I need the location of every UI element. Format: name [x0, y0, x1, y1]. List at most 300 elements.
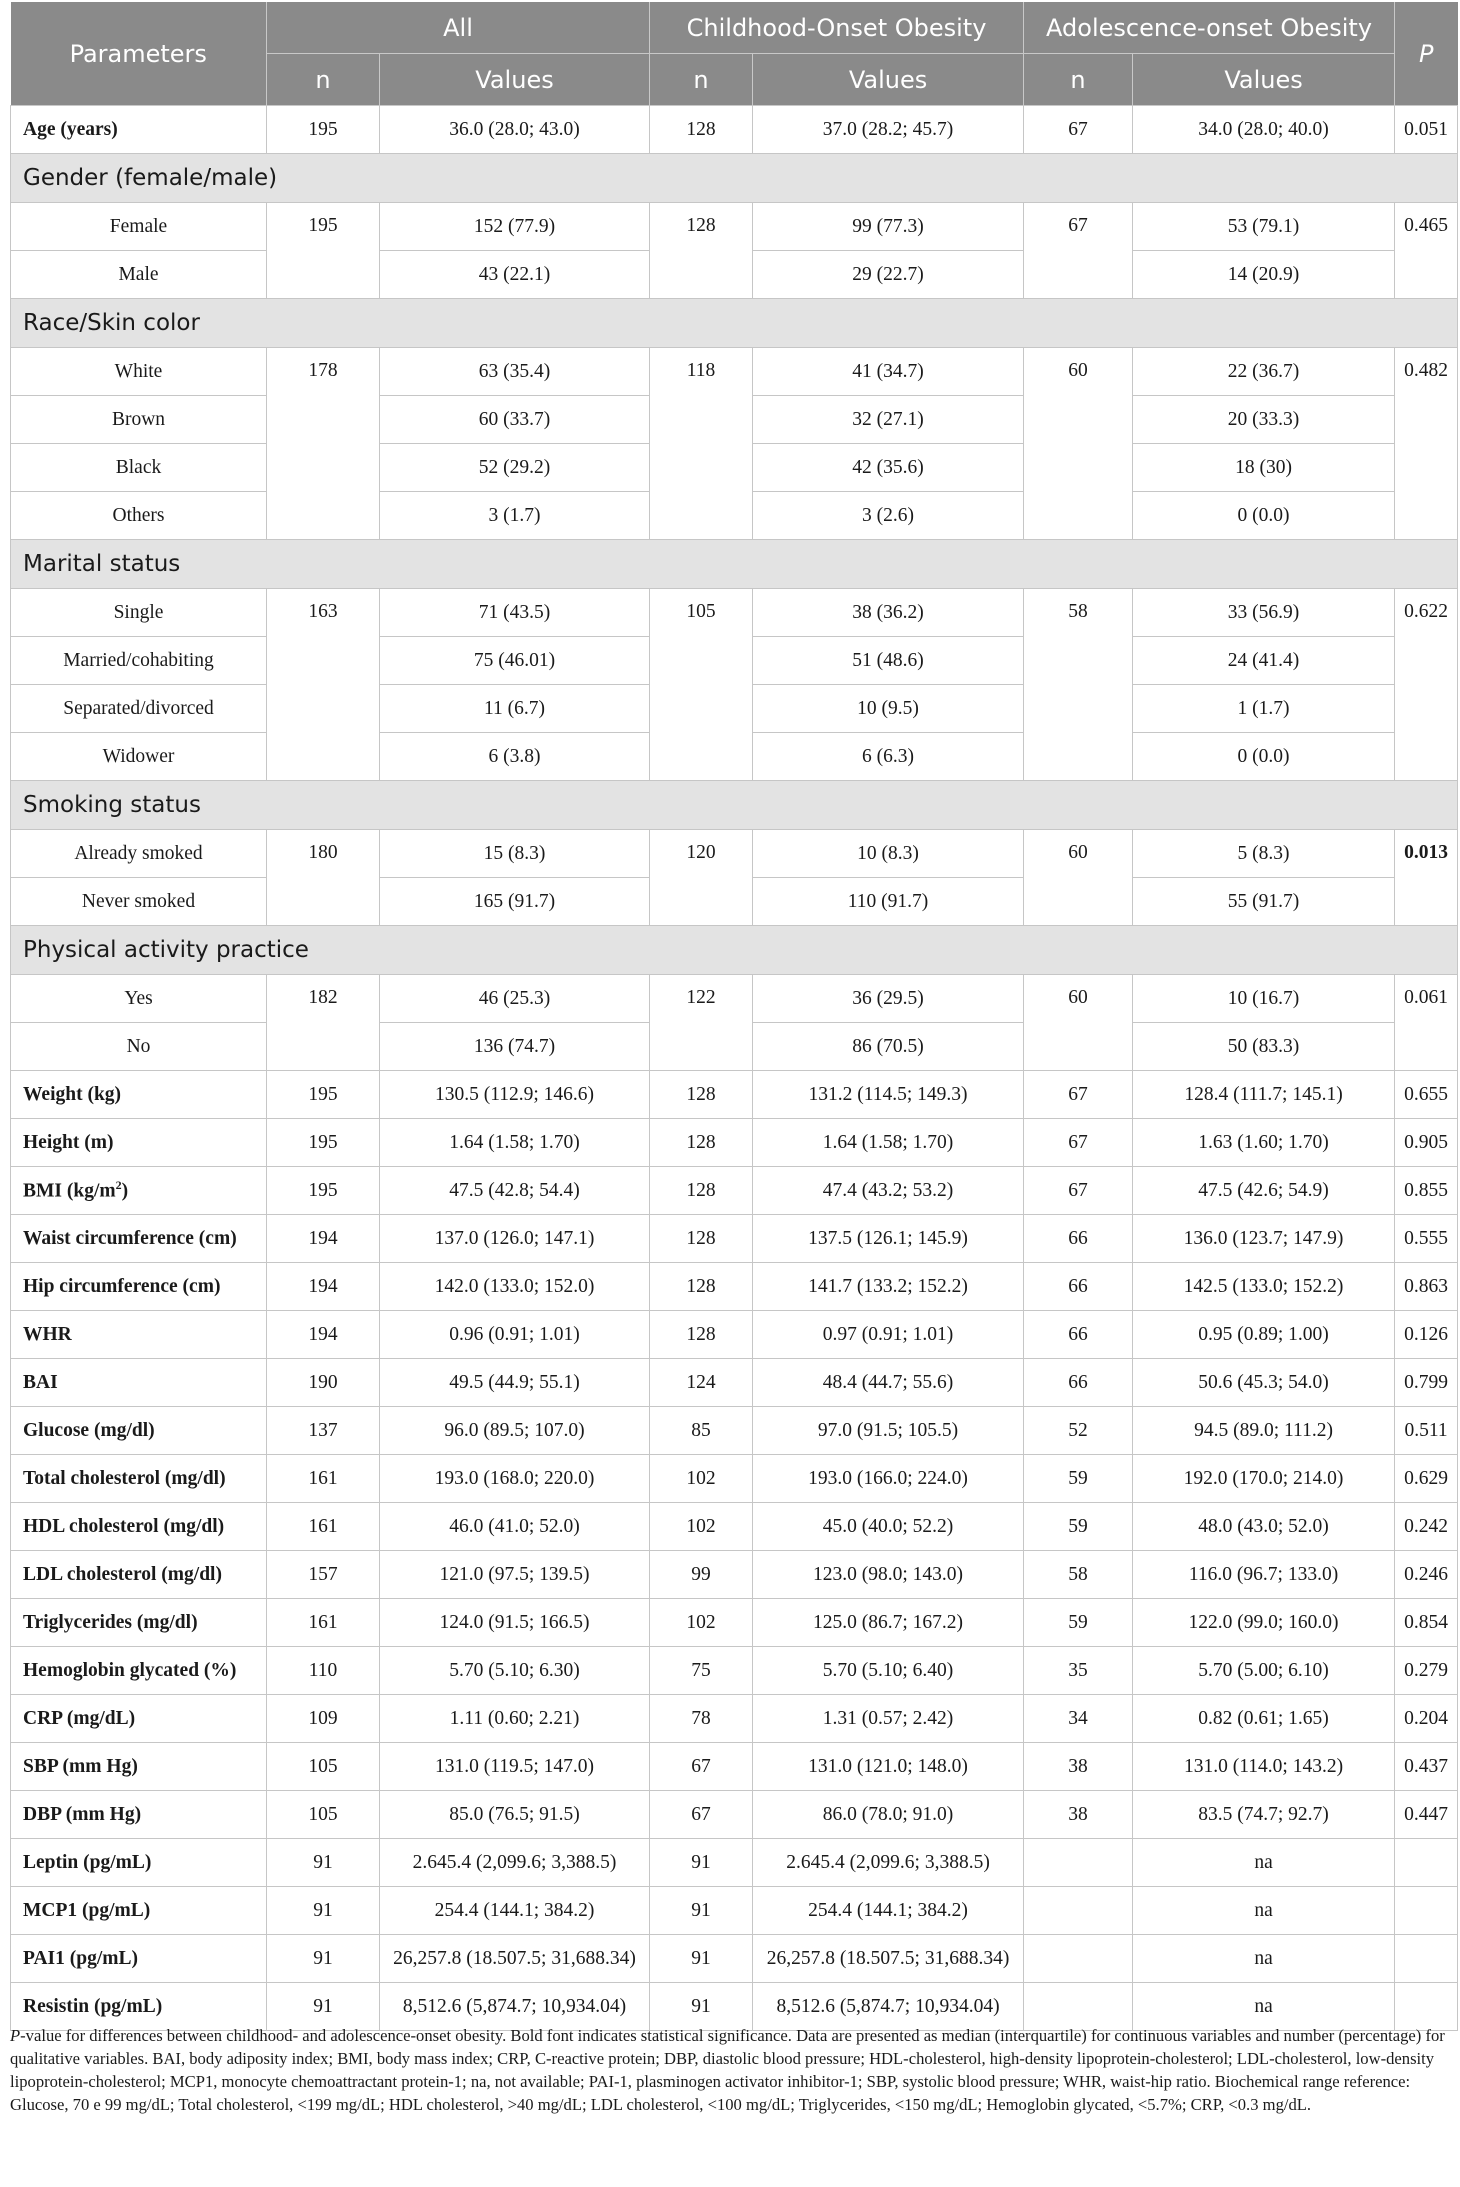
cell-values-all: 8,512.6 (5,874.7; 10,934.04)	[380, 1983, 650, 2031]
cell-n-all: 195	[267, 1071, 380, 1119]
cell-n-childhood: 120	[650, 830, 753, 926]
cell-n-childhood: 128	[650, 1119, 753, 1167]
cell-p-value: 0.204	[1395, 1695, 1458, 1743]
section-title: Gender (female/male)	[11, 154, 1458, 203]
cell-n-all: 105	[267, 1791, 380, 1839]
cell-n-childhood: 78	[650, 1695, 753, 1743]
cell-values-adolescence: 192.0 (170.0; 214.0)	[1133, 1455, 1395, 1503]
cell-p-value: 0.555	[1395, 1215, 1458, 1263]
footnote-text: -value for differences between childhood- and adolescence-onset obesity. Bold font indicates statistical significance. Data are presented as median (interquartile) for continuous variables and number (percentage) for qualitative variables. BAI, body adiposity index; BMI, body mass index; CRP, C-reactive protein; DBP, diastolic blood pressure; HDL-cholesterol, high-density lipoprotein-cholesterol; LDL-cholesterol, low-density lipoprotein-cholesterol; MCP1, monocyte chemoattractant protein-1; na, not available; PAI-1, plasminogen activator inhibitor-1; SBP, systolic blood pressure; WHR, waist-hip ratio. Biochemical range reference: Glucose, 70 e 99 mg/dL; Total cholesterol, <199 mg/dL; HDL cholesterol, >40 mg/dL; LDL cholesterol, <100 mg/dL; Triglycerides, <150 mg/dL; Hemoglobin glycated, <5.7%; CRP, <0.3 mg/dL.	[10, 2026, 1445, 2114]
cell-values-all: 193.0 (168.0; 220.0)	[380, 1455, 650, 1503]
footnote-p-italic: P	[10, 2026, 21, 2045]
row-label: Never smoked	[11, 878, 267, 926]
cell-values-childhood: 36 (29.5)	[753, 975, 1024, 1023]
row-label	[11, 1935, 267, 1983]
cell-values-adolescence: 0.95 (0.89; 1.00)	[1133, 1311, 1395, 1359]
cell-values-childhood: 131.2 (114.5; 149.3)	[753, 1071, 1024, 1119]
cell-values-adolescence: 50 (83.3)	[1133, 1023, 1395, 1071]
cell-p-value: 0.465	[1395, 203, 1458, 299]
row-label-text: PAI1 (pg/mL)	[23, 1947, 139, 1969]
cell-n-all: 161	[267, 1503, 380, 1551]
cell-values-adolescence: 131.0 (114.0; 143.2)	[1133, 1743, 1395, 1791]
row-label	[11, 1743, 267, 1791]
cell-values-all: 60 (33.7)	[380, 396, 650, 444]
cell-values-childhood: 10 (8.3)	[753, 830, 1024, 878]
cell-n-childhood: 128	[650, 1311, 753, 1359]
row-label: Brown	[11, 396, 267, 444]
cell-values-adolescence: 55 (91.7)	[1133, 878, 1395, 926]
table-row	[11, 1119, 1458, 1167]
cell-values-childhood: 193.0 (166.0; 224.0)	[753, 1455, 1024, 1503]
cell-n-adolescence: 67	[1024, 1167, 1133, 1215]
row-label: Yes	[11, 975, 267, 1023]
cell-n-all: 195	[267, 1167, 380, 1215]
cell-values-adolescence: 47.5 (42.6; 54.9)	[1133, 1167, 1395, 1215]
row-label: Widower	[11, 733, 267, 781]
cell-values-childhood: 5.70 (5.10; 6.40)	[753, 1647, 1024, 1695]
row-label-text: Triglycerides (mg/dl)	[23, 1611, 198, 1633]
cell-values-childhood: 10 (9.5)	[753, 685, 1024, 733]
row-label-text: BMI (kg/m	[23, 1180, 116, 1202]
section-title: Race/Skin color	[11, 299, 1458, 348]
row-label-text: Hip circumference (cm)	[23, 1275, 221, 1297]
cell-n-childhood: 67	[650, 1791, 753, 1839]
cell-values-childhood: 6 (6.3)	[753, 733, 1024, 781]
row-label: Black	[11, 444, 267, 492]
table-row	[11, 1455, 1458, 1503]
section-title: Marital status	[11, 540, 1458, 589]
row-label: Male	[11, 251, 267, 299]
cell-p-value: 0.013	[1395, 830, 1458, 926]
row-label	[11, 1311, 267, 1359]
cell-values-all: 121.0 (97.5; 139.5)	[380, 1551, 650, 1599]
cell-values-childhood: 137.5 (126.1; 145.9)	[753, 1215, 1024, 1263]
cell-n-all: 180	[267, 830, 380, 926]
cell-values-all: 52 (29.2)	[380, 444, 650, 492]
cell-values-childhood: 47.4 (43.2; 53.2)	[753, 1167, 1024, 1215]
header-adolescence-onset: Adolescence-onset Obesity	[1024, 2, 1395, 54]
cell-values-all: 165 (91.7)	[380, 878, 650, 926]
row-label: Married/cohabiting	[11, 637, 267, 685]
cell-values-all: 124.0 (91.5; 166.5)	[380, 1599, 650, 1647]
cell-values-childhood: 125.0 (86.7; 167.2)	[753, 1599, 1024, 1647]
cell-n-adolescence: 35	[1024, 1647, 1133, 1695]
table-row	[11, 1839, 1458, 1887]
table-row	[11, 589, 1458, 637]
cell-values-adolescence: 53 (79.1)	[1133, 203, 1395, 251]
cell-n-all: 157	[267, 1551, 380, 1599]
row-label: No	[11, 1023, 267, 1071]
cell-p-value: 0.799	[1395, 1359, 1458, 1407]
cell-values-adolescence: 5 (8.3)	[1133, 830, 1395, 878]
row-label-text: Age (years)	[23, 118, 118, 140]
row-label-text: BAI	[23, 1371, 58, 1393]
cell-n-adolescence: 59	[1024, 1503, 1133, 1551]
cell-n-adolescence: 38	[1024, 1791, 1133, 1839]
row-label-text: CRP (mg/dL)	[23, 1707, 136, 1729]
cell-n-adolescence	[1024, 1839, 1133, 1887]
row-label-text: HDL cholesterol (mg/dl)	[23, 1515, 225, 1537]
row-label-text: Height (m)	[23, 1131, 114, 1153]
table-row	[11, 1263, 1458, 1311]
cell-values-all: 254.4 (144.1; 384.2)	[380, 1887, 650, 1935]
cell-p-value	[1395, 1935, 1458, 1983]
cell-n-adolescence: 59	[1024, 1455, 1133, 1503]
cell-values-all: 47.5 (42.8; 54.4)	[380, 1167, 650, 1215]
cell-values-all: 6 (3.8)	[380, 733, 650, 781]
cell-values-childhood: 0.97 (0.91; 1.01)	[753, 1311, 1024, 1359]
cell-n-all: 195	[267, 1119, 380, 1167]
cell-n-childhood: 128	[650, 203, 753, 299]
row-label	[11, 1071, 267, 1119]
section-title: Smoking status	[11, 781, 1458, 830]
table-row	[11, 1503, 1458, 1551]
cell-values-all: 36.0 (28.0; 43.0)	[380, 106, 650, 154]
cell-values-all: 46.0 (41.0; 52.0)	[380, 1503, 650, 1551]
cell-values-adolescence: na	[1133, 1839, 1395, 1887]
cell-values-childhood: 45.0 (40.0; 52.2)	[753, 1503, 1024, 1551]
cell-p-value: 0.622	[1395, 589, 1458, 781]
table-row	[11, 1695, 1458, 1743]
cell-n-adolescence: 66	[1024, 1263, 1133, 1311]
cell-n-childhood: 128	[650, 1167, 753, 1215]
cell-p-value: 0.437	[1395, 1743, 1458, 1791]
row-label: Female	[11, 203, 267, 251]
row-label-text: WHR	[23, 1323, 72, 1345]
table-row	[11, 1791, 1458, 1839]
cell-n-all: 137	[267, 1407, 380, 1455]
header-parameters: Parameters	[11, 2, 267, 106]
cell-values-all: 0.96 (0.91; 1.01)	[380, 1311, 650, 1359]
cell-values-adolescence: na	[1133, 1935, 1395, 1983]
cell-values-all: 96.0 (89.5; 107.0)	[380, 1407, 650, 1455]
row-label	[11, 1839, 267, 1887]
cell-n-all: 91	[267, 1983, 380, 2031]
cell-n-adolescence: 67	[1024, 203, 1133, 299]
cell-values-adolescence: na	[1133, 1887, 1395, 1935]
cell-values-adolescence: 0.82 (0.61; 1.65)	[1133, 1695, 1395, 1743]
cell-values-childhood: 123.0 (98.0; 143.0)	[753, 1551, 1024, 1599]
cell-n-adolescence: 59	[1024, 1599, 1133, 1647]
cell-n-adolescence: 66	[1024, 1215, 1133, 1263]
cell-n-childhood: 91	[650, 1935, 753, 1983]
cell-n-all: 161	[267, 1455, 380, 1503]
cell-n-childhood: 105	[650, 589, 753, 781]
cell-p-value: 0.655	[1395, 1071, 1458, 1119]
cell-n-childhood: 102	[650, 1599, 753, 1647]
cell-n-childhood: 85	[650, 1407, 753, 1455]
cell-values-adolescence: 142.5 (133.0; 152.2)	[1133, 1263, 1395, 1311]
cell-values-adolescence: 22 (36.7)	[1133, 348, 1395, 396]
row-label-text: Weight (kg)	[23, 1083, 122, 1105]
row-label	[11, 1503, 267, 1551]
header-values-childhood: Values	[753, 54, 1024, 106]
cell-n-all: 178	[267, 348, 380, 540]
cell-values-all: 137.0 (126.0; 147.1)	[380, 1215, 650, 1263]
cell-values-childhood: 37.0 (28.2; 45.7)	[753, 106, 1024, 154]
section-header-row	[11, 299, 1458, 348]
table-row	[11, 1311, 1458, 1359]
cell-values-childhood: 29 (22.7)	[753, 251, 1024, 299]
cell-p-value: 0.511	[1395, 1407, 1458, 1455]
cell-n-adolescence	[1024, 1887, 1133, 1935]
cell-n-adolescence: 52	[1024, 1407, 1133, 1455]
cell-values-childhood: 3 (2.6)	[753, 492, 1024, 540]
cell-p-value	[1395, 1839, 1458, 1887]
header-n-childhood: n	[650, 54, 753, 106]
row-label	[11, 1359, 267, 1407]
cell-values-all: 85.0 (76.5; 91.5)	[380, 1791, 650, 1839]
cell-values-adolescence: 34.0 (28.0; 40.0)	[1133, 106, 1395, 154]
cell-values-childhood: 26,257.8 (18.507.5; 31,688.34)	[753, 1935, 1024, 1983]
cell-values-all: 130.5 (112.9; 146.6)	[380, 1071, 650, 1119]
row-label	[11, 1887, 267, 1935]
row-label-text: MCP1 (pg/mL)	[23, 1899, 151, 1921]
cell-p-value: 0.905	[1395, 1119, 1458, 1167]
cell-p-value: 0.855	[1395, 1167, 1458, 1215]
cell-values-adolescence: 128.4 (111.7; 145.1)	[1133, 1071, 1395, 1119]
row-label: Single	[11, 589, 267, 637]
row-label-tail: )	[121, 1180, 129, 1202]
cell-n-childhood: 128	[650, 106, 753, 154]
cell-n-all: 105	[267, 1743, 380, 1791]
row-label	[11, 1167, 267, 1215]
cell-n-all: 163	[267, 589, 380, 781]
cell-n-childhood: 128	[650, 1215, 753, 1263]
table-row	[11, 1935, 1458, 1983]
cell-values-all: 15 (8.3)	[380, 830, 650, 878]
row-label-text: Total cholesterol (mg/dl)	[23, 1467, 226, 1489]
row-label-text: Glucose (mg/dl)	[23, 1419, 155, 1441]
cell-values-all: 142.0 (133.0; 152.0)	[380, 1263, 650, 1311]
header-n-all: n	[267, 54, 380, 106]
table-row	[11, 1599, 1458, 1647]
table-row	[11, 1167, 1458, 1215]
row-label-superscript: 2	[115, 1178, 122, 1193]
section-header-row	[11, 781, 1458, 830]
cell-n-childhood: 99	[650, 1551, 753, 1599]
cell-n-all: 91	[267, 1935, 380, 1983]
cell-p-value: 0.126	[1395, 1311, 1458, 1359]
cell-p-value: 0.279	[1395, 1647, 1458, 1695]
cell-values-adolescence: 18 (30)	[1133, 444, 1395, 492]
cell-p-value: 0.061	[1395, 975, 1458, 1071]
row-label	[11, 1119, 267, 1167]
cell-p-value: 0.246	[1395, 1551, 1458, 1599]
cell-values-all: 26,257.8 (18.507.5; 31,688.34)	[380, 1935, 650, 1983]
table-row	[11, 1743, 1458, 1791]
cell-n-adolescence: 38	[1024, 1743, 1133, 1791]
cell-n-all: 194	[267, 1215, 380, 1263]
table-row	[11, 1407, 1458, 1455]
row-label: Separated/divorced	[11, 685, 267, 733]
cell-values-childhood: 41 (34.7)	[753, 348, 1024, 396]
cell-n-adolescence: 60	[1024, 975, 1133, 1071]
header-childhood-onset: Childhood-Onset Obesity	[650, 2, 1024, 54]
cell-n-all: 194	[267, 1263, 380, 1311]
row-label-text: Hemoglobin glycated (%)	[23, 1659, 237, 1681]
header-values-adolescence: Values	[1133, 54, 1395, 106]
table-body	[11, 106, 1458, 2031]
cell-values-childhood: 141.7 (133.2; 152.2)	[753, 1263, 1024, 1311]
cell-values-childhood: 2.645.4 (2,099.6; 3,388.5)	[753, 1839, 1024, 1887]
cell-values-childhood: 97.0 (91.5; 105.5)	[753, 1407, 1024, 1455]
cell-values-all: 49.5 (44.9; 55.1)	[380, 1359, 650, 1407]
cell-values-adolescence: na	[1133, 1983, 1395, 2031]
cell-n-all: 195	[267, 106, 380, 154]
cell-values-adolescence: 14 (20.9)	[1133, 251, 1395, 299]
header-p-value: P	[1395, 2, 1458, 106]
cell-n-all: 91	[267, 1839, 380, 1887]
table-row	[11, 1359, 1458, 1407]
cell-n-childhood: 91	[650, 1839, 753, 1887]
cell-n-adolescence: 60	[1024, 348, 1133, 540]
cell-values-all: 71 (43.5)	[380, 589, 650, 637]
cell-n-all: 161	[267, 1599, 380, 1647]
cell-values-adolescence: 116.0 (96.7; 133.0)	[1133, 1551, 1395, 1599]
cell-values-childhood: 38 (36.2)	[753, 589, 1024, 637]
cell-n-childhood: 67	[650, 1743, 753, 1791]
section-header-row	[11, 926, 1458, 975]
header-n-adolescence: n	[1024, 54, 1133, 106]
cell-values-childhood: 1.31 (0.57; 2.42)	[753, 1695, 1024, 1743]
row-label	[11, 1647, 267, 1695]
cell-values-childhood: 86 (70.5)	[753, 1023, 1024, 1071]
cell-n-all: 190	[267, 1359, 380, 1407]
row-label	[11, 1599, 267, 1647]
cell-p-value: 0.482	[1395, 348, 1458, 540]
cell-n-adolescence: 67	[1024, 1119, 1133, 1167]
row-label-text: Waist circumference (cm)	[23, 1227, 237, 1249]
obesity-parameters-table	[10, 2, 1458, 2031]
table-row	[11, 348, 1458, 396]
table-row	[11, 1887, 1458, 1935]
cell-values-adolescence: 33 (56.9)	[1133, 589, 1395, 637]
cell-values-childhood: 51 (48.6)	[753, 637, 1024, 685]
cell-n-all: 182	[267, 975, 380, 1071]
table-row	[11, 1071, 1458, 1119]
cell-n-childhood: 102	[650, 1455, 753, 1503]
cell-n-childhood: 75	[650, 1647, 753, 1695]
cell-n-all: 195	[267, 203, 380, 299]
cell-values-adolescence: 1 (1.7)	[1133, 685, 1395, 733]
section-header-row	[11, 540, 1458, 589]
cell-values-adolescence: 0 (0.0)	[1133, 492, 1395, 540]
cell-values-all: 1.11 (0.60; 2.21)	[380, 1695, 650, 1743]
cell-n-adolescence: 34	[1024, 1695, 1133, 1743]
cell-n-adolescence: 66	[1024, 1359, 1133, 1407]
cell-values-all: 75 (46.01)	[380, 637, 650, 685]
cell-values-childhood: 99 (77.3)	[753, 203, 1024, 251]
table-row	[11, 106, 1458, 154]
row-label-text: Resistin (pg/mL)	[23, 1995, 163, 2017]
cell-n-childhood: 118	[650, 348, 753, 540]
row-label	[11, 1407, 267, 1455]
cell-n-all: 194	[267, 1311, 380, 1359]
section-header-row	[11, 154, 1458, 203]
cell-values-adolescence: 10 (16.7)	[1133, 975, 1395, 1023]
cell-values-all: 3 (1.7)	[380, 492, 650, 540]
row-label: White	[11, 348, 267, 396]
cell-n-childhood: 124	[650, 1359, 753, 1407]
cell-n-adolescence: 67	[1024, 1071, 1133, 1119]
row-label	[11, 1791, 267, 1839]
table-row	[11, 830, 1458, 878]
row-label	[11, 1695, 267, 1743]
cell-n-childhood: 91	[650, 1983, 753, 2031]
row-label	[11, 1551, 267, 1599]
cell-n-childhood: 102	[650, 1503, 753, 1551]
cell-p-value	[1395, 1887, 1458, 1935]
cell-values-childhood: 131.0 (121.0; 148.0)	[753, 1743, 1024, 1791]
header-all: All	[267, 2, 650, 54]
cell-n-childhood: 122	[650, 975, 753, 1071]
cell-values-adolescence: 50.6 (45.3; 54.0)	[1133, 1359, 1395, 1407]
table-row	[11, 975, 1458, 1023]
cell-values-all: 63 (35.4)	[380, 348, 650, 396]
cell-values-all: 136 (74.7)	[380, 1023, 650, 1071]
cell-values-adolescence: 83.5 (74.7; 92.7)	[1133, 1791, 1395, 1839]
table-row	[11, 203, 1458, 251]
cell-values-all: 131.0 (119.5; 147.0)	[380, 1743, 650, 1791]
cell-n-childhood: 128	[650, 1071, 753, 1119]
cell-values-childhood: 86.0 (78.0; 91.0)	[753, 1791, 1024, 1839]
table-footnote	[10, 2024, 1450, 2116]
cell-n-adolescence: 58	[1024, 589, 1133, 781]
cell-n-childhood: 91	[650, 1887, 753, 1935]
cell-n-adolescence: 58	[1024, 1551, 1133, 1599]
cell-values-all: 43 (22.1)	[380, 251, 650, 299]
cell-p-value: 0.447	[1395, 1791, 1458, 1839]
cell-p-value: 0.051	[1395, 106, 1458, 154]
row-label	[11, 1215, 267, 1263]
header-values-all: Values	[380, 54, 650, 106]
cell-values-adolescence: 5.70 (5.00; 6.10)	[1133, 1647, 1395, 1695]
cell-values-adolescence: 20 (33.3)	[1133, 396, 1395, 444]
cell-n-all: 109	[267, 1695, 380, 1743]
table-row	[11, 1551, 1458, 1599]
cell-values-adolescence: 122.0 (99.0; 160.0)	[1133, 1599, 1395, 1647]
cell-values-childhood: 8,512.6 (5,874.7; 10,934.04)	[753, 1983, 1024, 2031]
cell-values-adolescence: 1.63 (1.60; 1.70)	[1133, 1119, 1395, 1167]
table-row	[11, 1215, 1458, 1263]
row-label-text: Leptin (pg/mL)	[23, 1851, 152, 1873]
cell-values-all: 11 (6.7)	[380, 685, 650, 733]
row-label-text: DBP (mm Hg)	[23, 1803, 142, 1825]
row-label	[11, 1263, 267, 1311]
row-label: Already smoked	[11, 830, 267, 878]
cell-p-value: 0.863	[1395, 1263, 1458, 1311]
cell-values-adolescence: 0 (0.0)	[1133, 733, 1395, 781]
cell-values-childhood: 48.4 (44.7; 55.6)	[753, 1359, 1024, 1407]
section-title: Physical activity practice	[11, 926, 1458, 975]
cell-n-adolescence	[1024, 1935, 1133, 1983]
cell-n-childhood: 128	[650, 1263, 753, 1311]
cell-values-all: 2.645.4 (2,099.6; 3,388.5)	[380, 1839, 650, 1887]
cell-values-adolescence: 48.0 (43.0; 52.0)	[1133, 1503, 1395, 1551]
cell-values-all: 5.70 (5.10; 6.30)	[380, 1647, 650, 1695]
cell-values-all: 46 (25.3)	[380, 975, 650, 1023]
cell-values-adolescence: 136.0 (123.7; 147.9)	[1133, 1215, 1395, 1263]
row-label-text: LDL cholesterol (mg/dl)	[23, 1563, 222, 1585]
cell-p-value: 0.242	[1395, 1503, 1458, 1551]
cell-values-childhood: 1.64 (1.58; 1.70)	[753, 1119, 1024, 1167]
row-label: Others	[11, 492, 267, 540]
cell-values-adolescence: 24 (41.4)	[1133, 637, 1395, 685]
cell-n-all: 91	[267, 1887, 380, 1935]
row-label	[11, 1455, 267, 1503]
cell-n-adolescence: 60	[1024, 830, 1133, 926]
